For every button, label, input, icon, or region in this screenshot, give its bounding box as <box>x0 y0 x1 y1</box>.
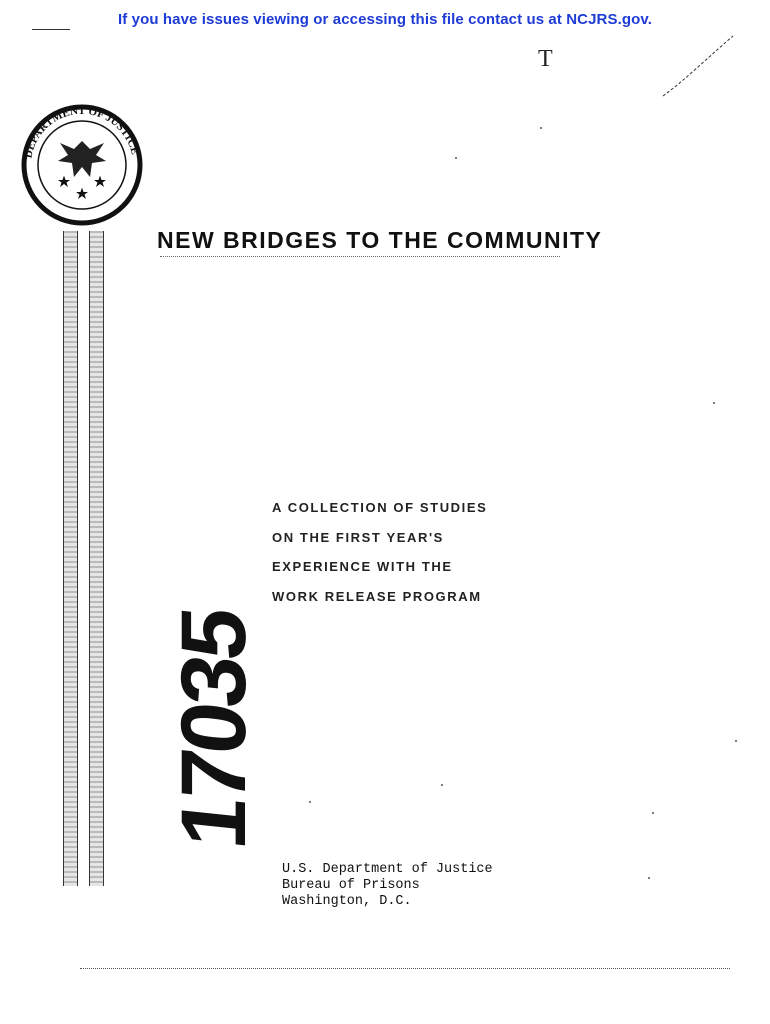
scan-speck <box>441 784 443 786</box>
publisher-line: Washington, D.C. <box>282 894 412 909</box>
subtitle-line: WORK RELEASE PROGRAM <box>272 588 482 604</box>
scan-speck <box>713 402 715 404</box>
scan-speck <box>455 157 457 159</box>
scan-speck <box>735 740 737 742</box>
margin-mark: T <box>538 46 553 72</box>
ncjrs-notice[interactable]: If you have issues viewing or accessing this file contact us at NCJRS.gov. <box>118 11 652 28</box>
document-subtitle <box>272 500 487 618</box>
binding-strip-left <box>63 231 78 886</box>
subtitle-line: ON THE FIRST YEAR'S <box>272 529 444 545</box>
publisher-block <box>282 862 493 910</box>
scan-speck <box>540 127 542 129</box>
corner-mark <box>32 29 70 30</box>
title-underline <box>160 256 560 257</box>
department-of-justice-seal-icon <box>20 103 144 227</box>
pen-stroke-mark <box>655 30 740 100</box>
scan-speck <box>648 877 650 879</box>
publisher-line: Bureau of Prisons <box>282 878 420 893</box>
svg-text:DEPARTMENT OF JUSTICE: DEPARTMENT OF JUSTICE <box>22 104 141 160</box>
document-title: NEW BRIDGES TO THE COMMUNITY <box>157 227 603 253</box>
binding-strip-right <box>89 231 104 886</box>
scan-speck <box>309 801 311 803</box>
bottom-scan-line <box>80 968 730 969</box>
subtitle-line: A COLLECTION OF STUDIES <box>272 500 488 515</box>
subtitle-line: EXPERIENCE WITH THE <box>272 559 453 574</box>
scan-speck <box>652 812 654 814</box>
publisher-line: U.S. Department of Justice <box>282 862 493 877</box>
